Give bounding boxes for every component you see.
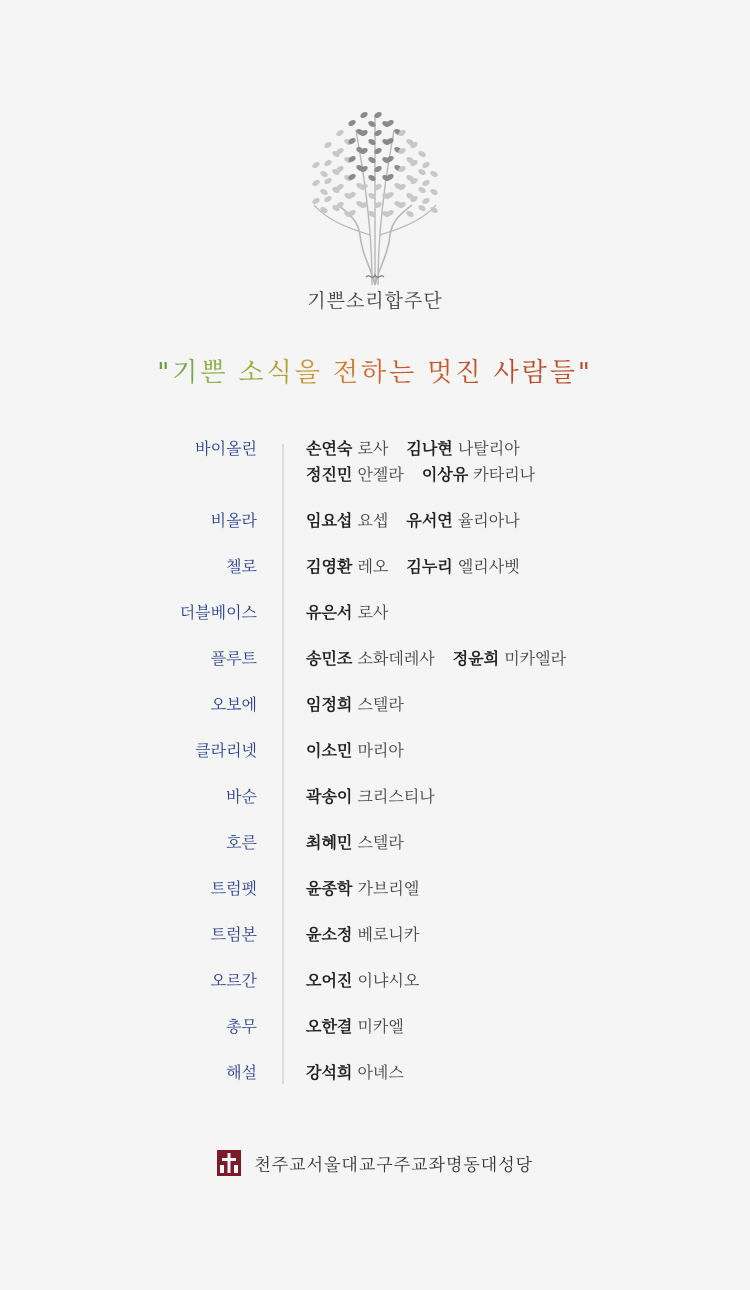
logo-leaf xyxy=(319,188,329,197)
logo-branch xyxy=(380,205,436,235)
member-line xyxy=(306,646,584,672)
footer xyxy=(0,1150,750,1176)
member xyxy=(306,646,435,672)
member-baptismal-name: 나탈리아 xyxy=(452,439,520,458)
member-baptismal-name: 엘리사벳 xyxy=(452,557,520,576)
member xyxy=(406,554,519,580)
member-baptismal-name: 안젤라 xyxy=(352,465,404,484)
member xyxy=(306,922,419,948)
instrument-label: 호른 xyxy=(226,833,257,852)
member-baptismal-name: 아녜스 xyxy=(352,1063,404,1082)
member-name: 최혜민 xyxy=(306,833,353,852)
tagline-char: 들 xyxy=(549,358,578,388)
member xyxy=(306,462,404,488)
member-name: 오한결 xyxy=(306,1017,353,1036)
cathedral-seal-icon xyxy=(217,1150,241,1176)
member-baptismal-name: 로사 xyxy=(352,603,389,622)
member-name: 유서연 xyxy=(406,511,453,530)
member-list xyxy=(306,1014,422,1040)
member-line xyxy=(306,922,437,948)
member-line xyxy=(306,462,553,488)
logo-leaf xyxy=(311,197,321,206)
tagline-char: 소 xyxy=(238,358,267,388)
member-baptismal-name: 스텔라 xyxy=(352,833,404,852)
instrument-label: 플루트 xyxy=(210,649,257,668)
logo-leaf xyxy=(421,161,431,170)
member-name: 윤종학 xyxy=(306,879,353,898)
logo-leaf xyxy=(421,197,431,206)
logo-leaf xyxy=(323,141,333,150)
tagline-char: 식 xyxy=(266,358,295,388)
choir-name: 기쁜소리합주단 xyxy=(307,290,443,312)
tagline-char: 하 xyxy=(360,358,390,388)
instrument-label: 더블베이스 xyxy=(179,603,257,622)
member-list xyxy=(306,784,453,810)
member xyxy=(306,1014,404,1040)
logo-leaf xyxy=(429,188,439,197)
member-list xyxy=(306,600,406,626)
member xyxy=(306,1060,404,1086)
member xyxy=(453,646,566,672)
tagline-char: 멋 xyxy=(427,358,456,388)
tagline-char: 쁜 xyxy=(200,358,229,388)
member-line xyxy=(306,1060,422,1086)
member-list xyxy=(306,436,553,488)
member-name: 손연숙 xyxy=(306,439,353,458)
choir-logo-tree-icon xyxy=(300,105,450,290)
tagline-char: 람 xyxy=(521,358,550,388)
tagline-char: " xyxy=(157,358,173,388)
member xyxy=(306,554,388,580)
tagline xyxy=(0,352,750,389)
member-name: 유은서 xyxy=(306,603,353,622)
member-name: 강석희 xyxy=(306,1063,353,1082)
instrument-label: 오보에 xyxy=(210,695,257,714)
member xyxy=(406,508,519,534)
logo-leaf xyxy=(319,206,329,215)
member-line xyxy=(306,968,437,994)
member xyxy=(306,692,404,718)
member-list xyxy=(306,738,422,764)
logo-leaf xyxy=(359,111,369,120)
member-name: 송민조 xyxy=(306,649,353,668)
member-baptismal-name: 율리아나 xyxy=(452,511,520,530)
member-list xyxy=(306,554,538,580)
logo-branch xyxy=(338,205,375,285)
member-baptismal-name: 로사 xyxy=(352,439,389,458)
member-line xyxy=(306,738,422,764)
member xyxy=(306,600,388,626)
member-baptismal-name: 카타리나 xyxy=(468,465,536,484)
instrument-label: 첼로 xyxy=(226,557,257,576)
member-name: 임요섭 xyxy=(306,511,353,530)
logo-leaf xyxy=(323,195,333,204)
member-name: 임정희 xyxy=(306,695,353,714)
tagline-char: 진 xyxy=(455,358,484,388)
member-baptismal-name: 미카엘 xyxy=(352,1017,404,1036)
member-line xyxy=(306,830,422,856)
member-baptismal-name: 크리스티나 xyxy=(352,787,435,806)
member-baptismal-name: 소화데레사 xyxy=(352,649,435,668)
instrument-label: 해설 xyxy=(226,1063,257,1082)
member-name: 오어진 xyxy=(306,971,353,990)
member-line xyxy=(306,876,437,902)
logo-leaf xyxy=(323,159,333,168)
member xyxy=(422,462,535,488)
instrument-label: 총무 xyxy=(226,1017,257,1036)
tagline-char: " xyxy=(577,358,593,388)
logo-leaf xyxy=(311,179,321,188)
member-line xyxy=(306,600,406,626)
instrument-label: 바순 xyxy=(226,787,257,806)
instrument-label: 클라리넷 xyxy=(195,741,257,760)
member-list xyxy=(306,692,422,718)
member xyxy=(306,436,388,462)
member-list xyxy=(306,508,538,534)
member-baptismal-name: 미카엘라 xyxy=(499,649,567,668)
member-list xyxy=(306,876,437,902)
member-baptismal-name: 베로니카 xyxy=(352,925,420,944)
logo-branch xyxy=(378,130,394,285)
member-list xyxy=(306,830,422,856)
member-list xyxy=(306,1060,422,1086)
tagline-char: 을 xyxy=(294,358,323,388)
member xyxy=(306,738,404,764)
member-name: 윤소정 xyxy=(306,925,353,944)
tagline-char: 는 xyxy=(389,358,418,388)
roster-divider xyxy=(282,444,284,1084)
logo-leaf xyxy=(417,150,427,159)
instrument-label: 트럼펫 xyxy=(210,879,257,898)
member-baptismal-name: 요셉 xyxy=(352,511,389,530)
member-name: 김누리 xyxy=(406,557,453,576)
member-name: 김영환 xyxy=(306,557,353,576)
logo-leaf xyxy=(405,210,415,219)
logo-leaf xyxy=(417,204,427,213)
member-baptismal-name: 가브리엘 xyxy=(352,879,420,898)
member xyxy=(306,508,388,534)
logo-leaf xyxy=(319,170,329,179)
member-line xyxy=(306,436,553,462)
member-name: 정윤희 xyxy=(452,649,500,668)
logo-leaf xyxy=(421,179,431,188)
instrument-label: 비올라 xyxy=(210,511,257,530)
tagline-char: 기 xyxy=(172,358,201,388)
member-baptismal-name: 이냐시오 xyxy=(352,971,420,990)
instrument-label: 바이올린 xyxy=(195,439,257,458)
member-baptismal-name: 스텔라 xyxy=(352,695,404,714)
member xyxy=(306,830,404,856)
member xyxy=(306,784,435,810)
member-list xyxy=(306,646,584,672)
member-line xyxy=(306,508,538,534)
instrument-label: 트럼본 xyxy=(210,925,257,944)
member xyxy=(306,968,419,994)
member-line xyxy=(306,784,453,810)
logo-leaf xyxy=(323,177,333,186)
member-name: 김나현 xyxy=(406,439,453,458)
logo-branch xyxy=(375,205,412,285)
tagline-char: 사 xyxy=(493,358,522,388)
member-name: 이소민 xyxy=(306,741,353,760)
member-name: 정진민 xyxy=(306,465,353,484)
member xyxy=(406,436,519,462)
logo-leaf xyxy=(417,186,427,195)
logo-leaf xyxy=(335,129,345,138)
tagline-char: 전 xyxy=(332,358,361,388)
logo-leaf xyxy=(417,168,427,177)
logo-leaf xyxy=(311,161,321,170)
member-name: 곽송이 xyxy=(306,787,353,806)
logo-leaf xyxy=(429,170,439,179)
member-name: 이상유 xyxy=(421,465,469,484)
logo-leaf xyxy=(347,119,357,128)
member-list xyxy=(306,922,437,948)
instrument-label: 오르간 xyxy=(210,971,257,990)
member-list xyxy=(306,968,437,994)
member-baptismal-name: 레오 xyxy=(352,557,389,576)
church-name: 천주교서울대교구주교좌명동대성당 xyxy=(254,1155,534,1176)
member-line xyxy=(306,554,538,580)
member-line xyxy=(306,692,422,718)
member-line xyxy=(306,1014,422,1040)
member-baptismal-name: 마리아 xyxy=(352,741,404,760)
member xyxy=(306,876,419,902)
